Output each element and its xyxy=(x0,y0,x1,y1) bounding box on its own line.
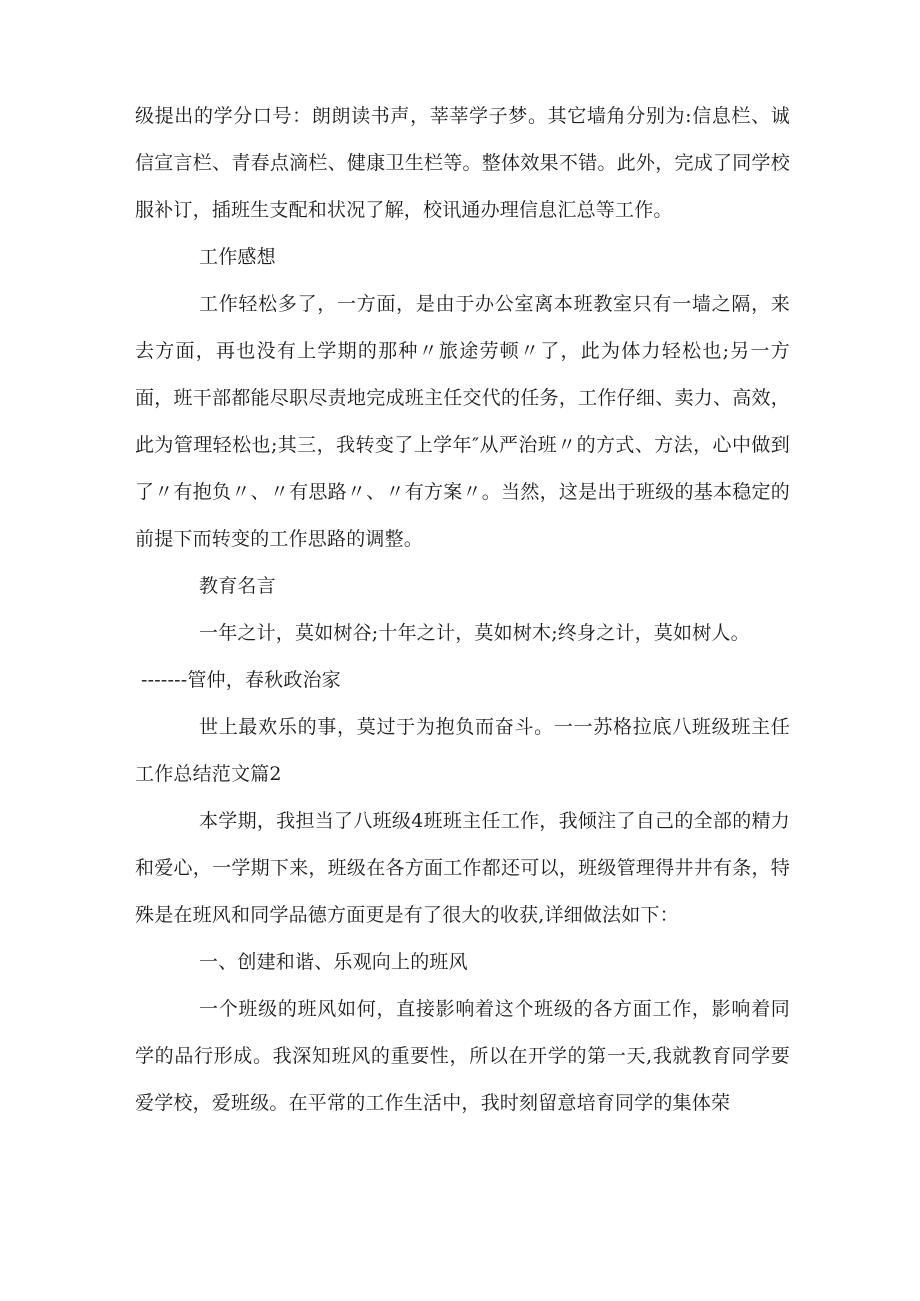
paragraph-work-feelings: 工作轻松多了，一方面，是由于办公室离本班教室只有一墙之隔，来去方面，再也没有上学期的那种〃旅途劳顿〃了，此为体力轻松也;另一方面，班干部都能尽职尽责地完成班主任交代的任务，工作仔细、卖力、高效，此为管理轻松也;其三，我转变了上学年″从严治班〃的方式、方法，心中做到了〃有抱负〃、〃有思路〃、〃有方案〃。当然，这是出于班级的基本稳定的前提下而转变的工作思路的调整。 xyxy=(135,293,790,550)
section-heading-education-quotes: 教育名言 xyxy=(199,575,276,597)
quote-socrates: 世上最欢乐的事，莫过于为抱负而奋斗。一一苏格拉底八班级班主任工作总结范文篇2 xyxy=(135,716,790,785)
section-heading-class-spirit: 一、创建和谐、乐观向上的班风 xyxy=(199,951,468,973)
document-body xyxy=(135,93,790,1127)
quote-guan-zhong: 一年之计，莫如树谷;十年之计，莫如树木;终身之计，莫如树人。 xyxy=(199,622,750,644)
quote-attribution: -------管仲，春秋政治家 xyxy=(141,669,341,691)
section-heading-work-feelings: 工作感想 xyxy=(199,246,276,268)
paragraph-class-spirit: 一个班级的班风如何，直接影响着这个班级的各方面工作，影响着同学的品行形成。我深知班风的重要性，所以在开学的第一天,我就教育同学要爱学校，爱班级。在平常的工作生活中，我时刻留意培育同学的集体荣 xyxy=(135,998,790,1114)
paragraph-semester-intro: 本学期，我担当了八班级4班班主任工作，我倾注了自己的全部的精力和爱心，一学期下来，班级在各方面工作都还可以，班级管理得井井有条，特殊是在班风和同学品德方面更是有了很大的收获,详细做法如下： xyxy=(135,810,790,926)
paragraph-continuation: 级提出的学分口号：朗朗读书声，莘莘学子梦。其它墙角分别为:信息栏、诚信宣言栏、青春点滴栏、健康卫生栏等。整体效果不错。此外，完成了同学校服补订，插班生支配和状况了解，校讯通办理信息汇总等工作。 xyxy=(135,105,790,221)
